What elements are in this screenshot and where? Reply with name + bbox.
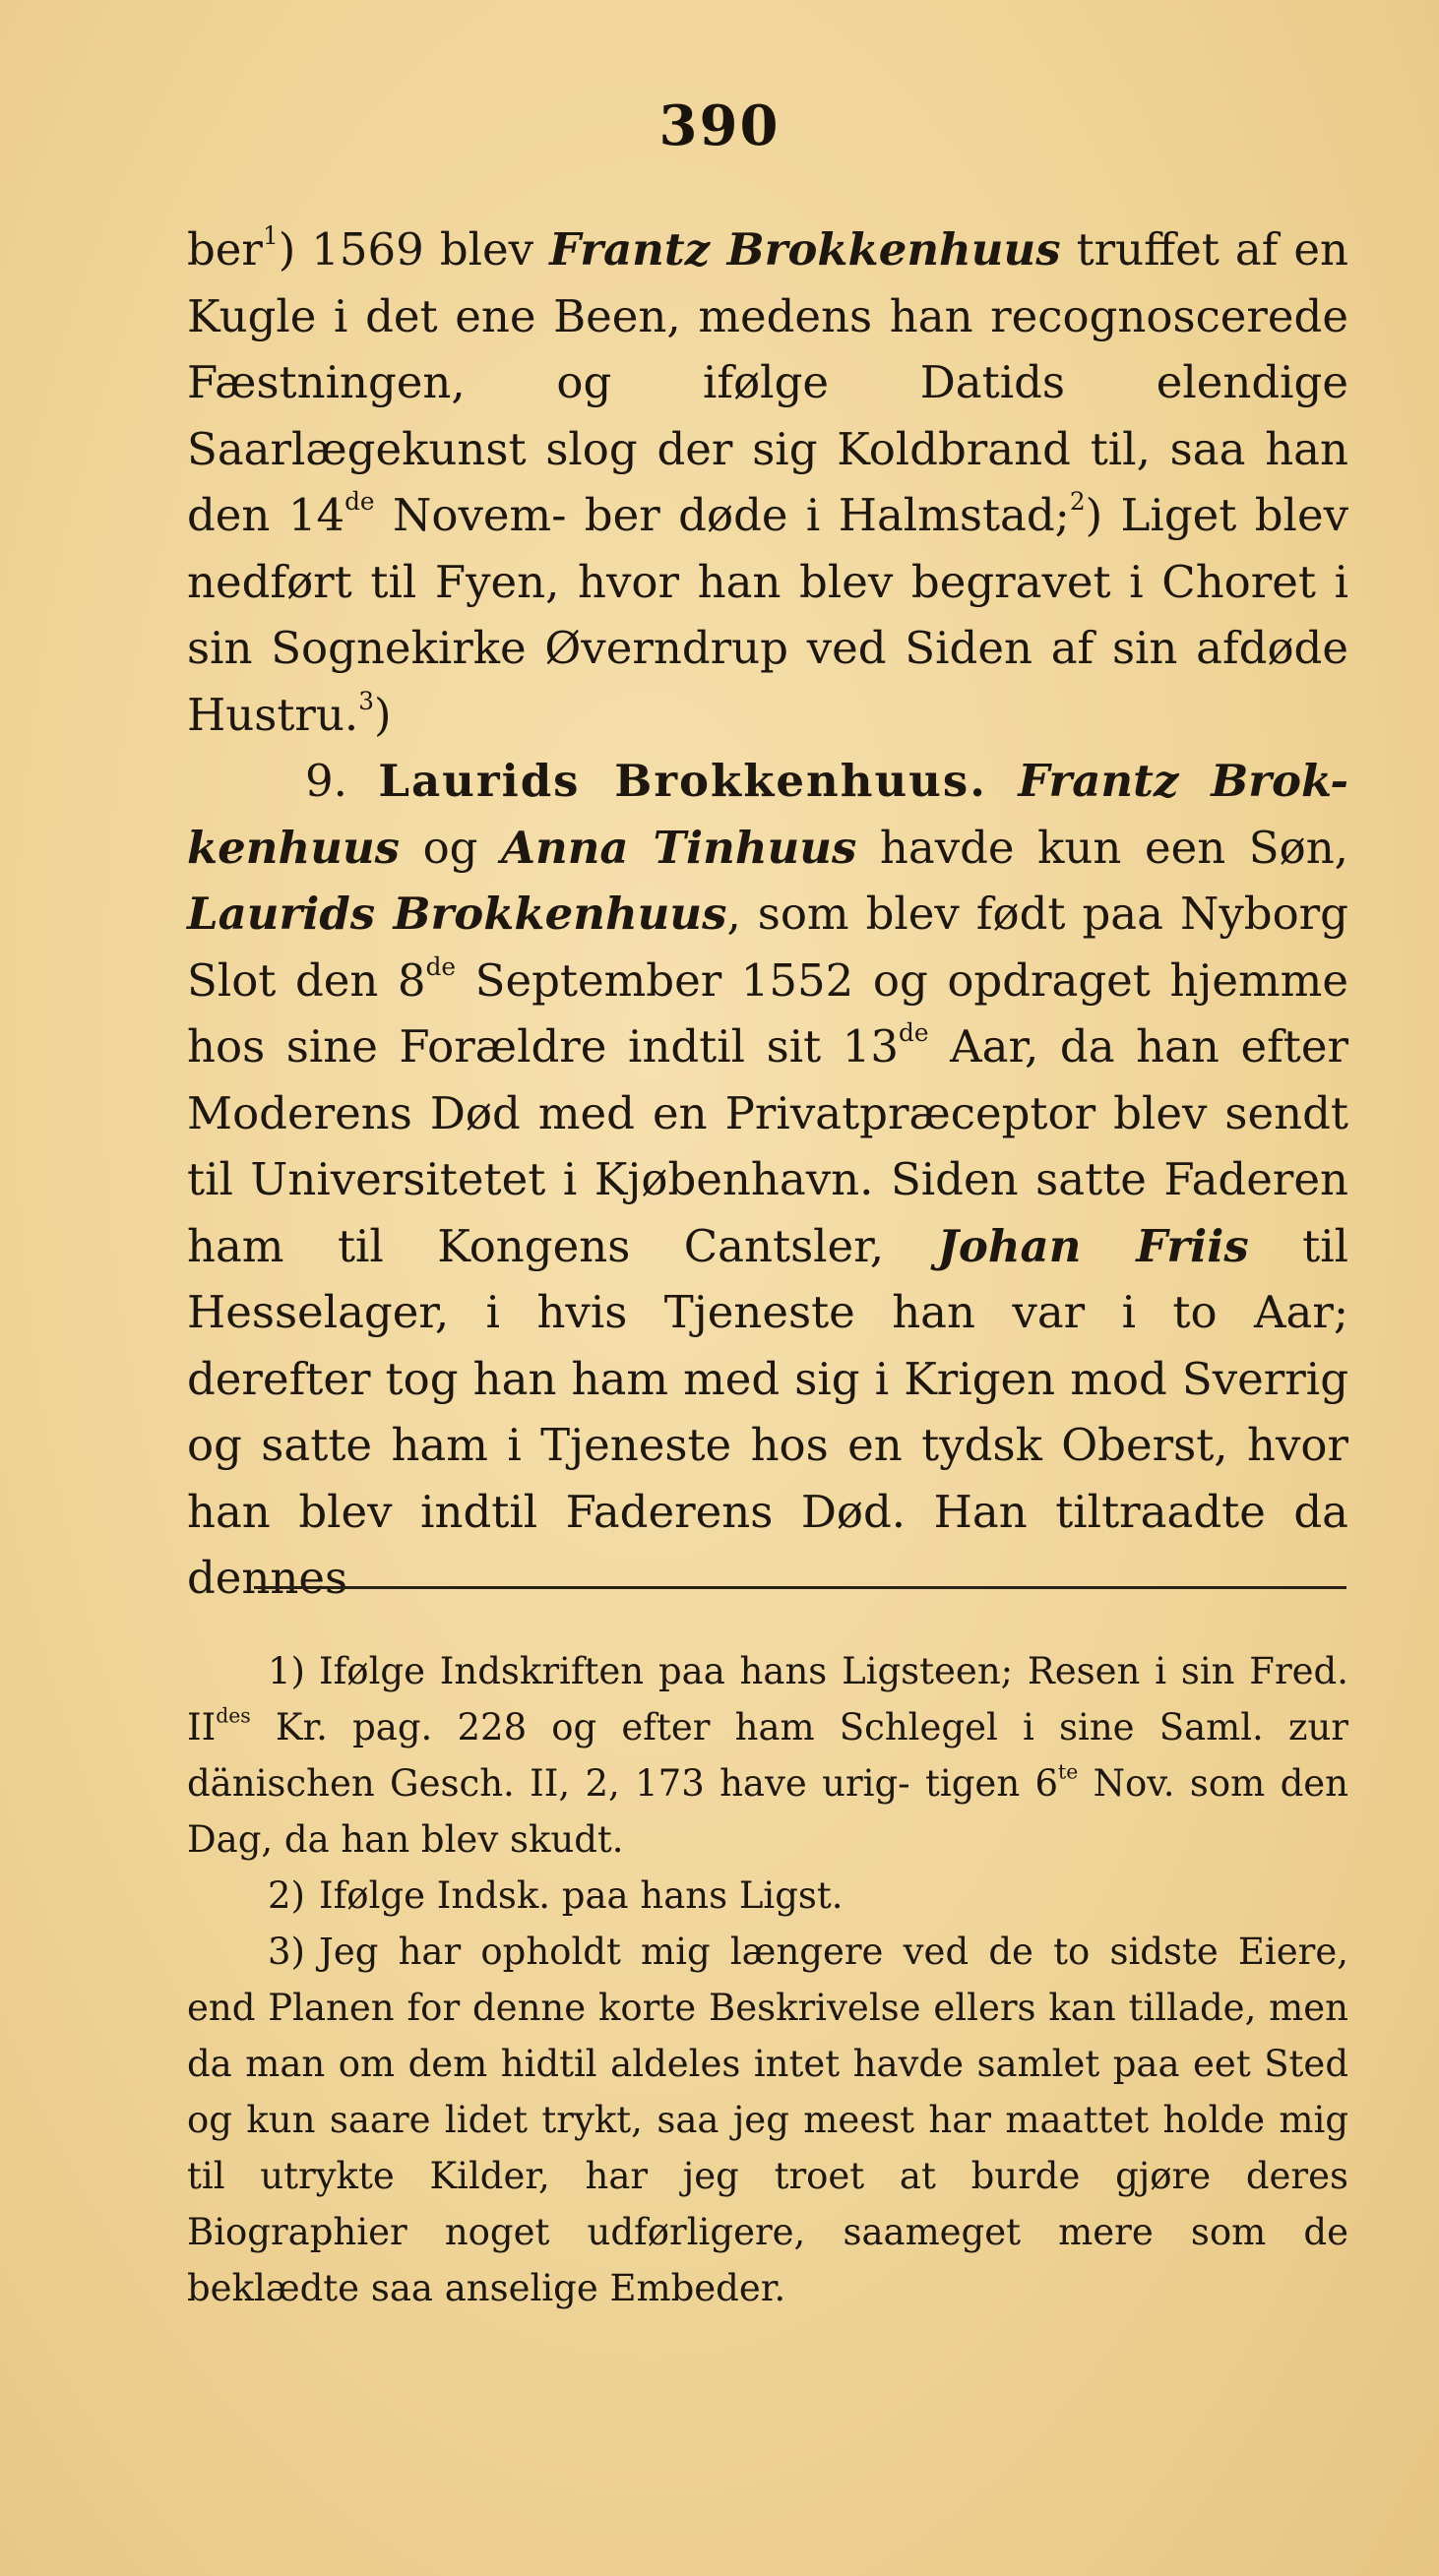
paragraph-1-text-d: Novem- ber døde i Halmstad; [374, 489, 1070, 541]
paragraph-1-text-a: ber [187, 223, 263, 276]
footnote-1-text-a: Ifølge Indskriften paa hans Ligsteen; Resen i sin Fred. II [187, 1650, 1348, 1748]
ordinal-suffix-3: de [899, 1017, 929, 1047]
paragraph-2 [187, 748, 1348, 1612]
footnote-divider [254, 1586, 1346, 1589]
footnote-2 [187, 1868, 1348, 1924]
paragraph-2-text-a [987, 755, 1018, 807]
page-number: 390 [658, 93, 781, 158]
paragraph-2-text-e: September 1552 og opdraget hjemme hos sine Forældre indtil sit 13 [187, 953, 1348, 1073]
footnote-1-mark: 1) [268, 1650, 305, 1692]
footnotes [187, 1643, 1348, 2316]
footnote-1 [187, 1643, 1348, 1868]
paragraph-2-text-f: Aar, da han efter Moderens Død med en Privatpræceptor blev sendt til Universitetet i Kjøbenhavn. Siden satte Faderen ham til Kongens Cantsler, [187, 1020, 1348, 1272]
footnote-2-mark: 2) [268, 1874, 305, 1917]
section-heading: Laurids Brokkenhuus. [378, 755, 987, 807]
paragraph-2-text-b: og [400, 821, 502, 874]
paragraph-1-text-c: truffet af en Kugle i det ene Been, medens han recognoscerede Fæstningen, og ifølge Datids elendige Saarlægekunst slog der sig Koldbrand til, saa han den 14 [187, 223, 1348, 541]
footnote-1-sup-a: des [216, 1703, 251, 1728]
paragraph-1-text-b: ) 1569 blev [278, 223, 550, 276]
footnote-ref-3: 3 [358, 686, 374, 715]
person-name-johan: Johan Friis [937, 1219, 1249, 1272]
paragraph-1-text-f: ) [373, 688, 392, 741]
person-name-frantz-2: Frantz Brok- kenhuus [187, 755, 1349, 874]
footnote-3-mark: 3) [268, 1931, 305, 1973]
person-name-anna: Anna Tinhuus [501, 821, 857, 874]
footnote-1-text-c: Nov. som den Dag, da han blev skudt. [187, 1762, 1349, 1861]
paragraph-1-text-e: ) Liget blev nedført til Fyen, hvor han blev begravet i Choret i sin Sognekirke Øverndrup ved Siden af sin afdøde Hustru. [187, 489, 1349, 741]
footnote-3-text: Jeg har opholdt mig længere ved de to sidste Eiere, end Planen for denne korte Beskrivelse ellers kan tillade, men da man om dem hidtil aldeles intet havde samlet paa eet Sted og kun saare lidet trykt, saa jeg meest har maattet holde mig til utrykte Kilder, har jeg troet at burde gjøre deres Biographier noget udførligere, saameget mere som de beklædte saa anselige Embeder. [187, 1931, 1348, 2309]
footnote-ref-2: 2 [1069, 486, 1086, 516]
footnote-2-text: Ifølge Indsk. paa hans Ligst. [318, 1874, 844, 1917]
footnote-ref-1: 1 [262, 220, 279, 250]
paragraph-1 [187, 216, 1348, 748]
main-text [187, 216, 1348, 1612]
ordinal-suffix: de [344, 486, 375, 516]
footnote-1-text-b: Kr. pag. 228 og efter ham Schlegel i sine Saml. zur dänischen Gesch. II, 2, 173 have urig- tigen 6 [187, 1706, 1348, 1805]
footnote-3 [187, 1924, 1348, 2316]
footnote-1-sup-b: te [1058, 1759, 1079, 1784]
section-number: 9. [305, 755, 347, 807]
paragraph-2-text-g: til Hesselager, i hvis Tjeneste han var i to Aar; derefter tog han ham med sig i Krigen mod Sverrig og satte ham i Tjeneste hos en tydsk Oberst, hvor han blev indtil Faderens Død. Han tiltraadte da dennes [187, 1219, 1348, 1604]
person-name-frantz: Frantz Brokkenhuus [549, 223, 1061, 276]
paragraph-2-text-c: havde kun een Søn, [856, 821, 1348, 874]
ordinal-suffix-2: de [425, 951, 457, 981]
person-name-laurids: Laurids Brokkenhuus [187, 888, 727, 940]
paragraph-2-text-d: , som blev født paa Nyborg Slot den 8 [187, 888, 1348, 1007]
